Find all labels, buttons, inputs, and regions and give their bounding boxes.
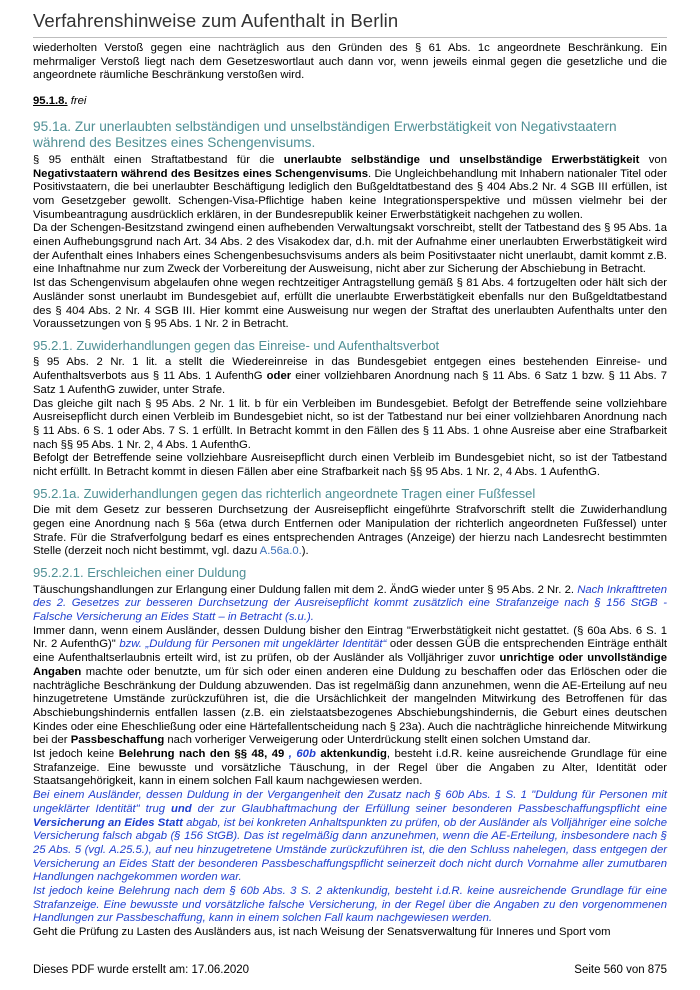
- heading-95-1a: 95.1a. Zur unerlaubten selbständigen und unselbständigen Erwerbstätigkeit von Negativstaatern während des Besitzes eines Schengenvisums.: [33, 118, 617, 150]
- paragraph-95-2-2-1-3: Ist jedoch keine Belehrung nach den §§ 48, 49 , 60b aktenkundig, besteht i.d.R. keine ausreichende Grundlage für eine Strafanzeige. Eine bewusste und vorsätzliche Täuschung, in der Regel über die Angaben zu Alter, Identität oder Staatsangehörigkeit, kann in einem solchen Fall kaum nachgewiesen werden.: [33, 748, 668, 788]
- paragraph-95-2-1-2: Das gleiche gilt nach § 95 Abs. 2 Nr. 1 lit. b für ein Verbleiben im Bundesgebiet. Befolgt der Betreffende seine vollziehbare Ausreisepflicht durch einen Verbleib im Bundesgebiet nicht, so ist der Tatbestand nur bei einer vollziehbaren Anordnung nach § 11 Abs. 6 S. 1 oder Abs. 7 S. 1 erfüllt. In Betracht kommt in den Fällen des § 11 Abs. 1 ohne Ausreise aber eine Strafbarkeit nach §§ 95 Abs. 1 Nr. 2, 4 Abs. 1 AufenthG.: [33, 397, 667, 451]
- paragraph-95-2-1-3: Befolgt der Betreffende seine vollziehbare Ausreisepflicht durch einen Verbleib im Bundesgebiet nicht, so ist der Tatbestand nicht erfüllt. In Betracht kommt in diesen Fällen aber eine Strafbarkeit nach §§ 95 Abs. 1 Nr. 2, 4 Abs. 1 AufenthG.: [33, 452, 667, 479]
- page-number: Seite 560 von 875: [574, 964, 667, 976]
- paragraph-95-2-2-1-4: Bei einem Ausländer, dessen Duldung in der Vergangenheit den Zusatz nach § 60b Abs. 1 S. 1 "Duldung für Personen mit ungeklärter Identität" trug und der zur Glaubhaftmachung der Erfüllung seiner besonderen Passbeschaffungspflicht eine Versicherung an Eides Statt abgab, ist bei konkreten Anhaltspunkten zu prüfen, ob der Ausländer als Volljähriger eine solche Versicherung falsch abgab (§ 156 StGB). Das ist regelmäßig dann anzunehmen, wenn die AE-Erteilung, insbesondere nach § 25 Abs. 5 (vgl. A.25.5.), auf neu hinzugetretene Umstände zurückzuführen ist, die den Schluss nahelegen, dass entgegen der Versicherung an Eides Statt der besonderen Passbeschaffungspflicht seinerzeit doch nicht durch Vornahme aller zumutbaren Handlungen nachgekommen worden war.: [33, 789, 668, 884]
- section-number: 95.1.8.: [33, 95, 68, 108]
- paragraph-95-2-2-1-6: Geht die Prüfung zu Lasten des Ausländers aus, ist nach Weisung der Senatsverwaltung für Inneres und Sport vom: [33, 926, 611, 939]
- paragraph-95-2-1a-1: Die mit dem Gesetz zur besseren Durchsetzung der Ausreisepflicht eingeführte Strafvorschrift stellt die Zuwiderhandlung gegen eine Anordnung nach § 56a (etwa durch Entfernen oder Manipulation der richterlich angeordneten Fußfessel) unter Strafe. Für die Strafverfolgung bedarf es eines entsprechenden Antrages (Anzeige) der hierzu nach Landesrecht bestimmten Stelle (derzeit noch nicht bestimmt, vgl. dazu A.56a.0.).: [33, 504, 667, 558]
- paragraph-95-2-2-1-2: Immer dann, wenn einem Ausländer, dessen Duldung bisher den Eintrag "Erwerbstätigkeit nicht gestattet. (§ 60a Abs. 6 S. 1 Nr. 2 AufenthG)" bzw. „Duldung für Personen mit ungeklärter Identität“ oder dessen GÜB die entsprechenden Einträge enthält eine Aufenthaltserlaubnis erteilt wird, ist zu prüfen, ob der Ausländer als Volljähriger zuvor unrichtige oder unvollständige Angaben machte oder benutzte, um für sich oder einen anderen eine Duldung zu beschaffen oder das Erlöschen oder die nachträgliche Beschränkung der Duldung abzuwenden. Das ist regelmäßig dann anzunehmen, wenn die AE-Erteilung auf neu hinzugetretene Umstände zurückzuführen ist, die die Ursächlichkeit der mangelnden Mitwirkung des Betroffenen für das Abschiebungshindernis entfallen lassen (z.B. ein zielstaatsbezogenes Abschiebungshindernis, die Geburt eines deutschen Kindes oder eine Eheschließung oder eine Härtefallentscheidung nach § 23a). Auch die nachträgliche hinreichende Mitwirkung bei der Passbeschaffung nach vorheriger Verweigerung oder Unterdrückung stellt einen solchen Umstand dar.: [33, 624, 668, 747]
- paragraph-95-1a-1: § 95 enthält einen Straftatbestand für die unerlaubte selbständige und unselbständige Erwerbstätigkeit von Negativstaatern während des Besitzes eines Schengenvisums. Die Ungleichbehandlung mit Inhabern nationaler Titel oder Positivstaatern, die bei unerlaubter Beschäftigung lediglich den Bußgeldtatbestand des § 404 Abs.2 Nr. 4 SGB III erfüllen, ist vom Gesetzgeber gewollt. Schengen-Visa-Pflichtige haben keine Integrationsperspektive und müssen vielmehr bei der Visumbeantragung ausdrücklich erklären, in der Bundesrepublik keiner Erwerbstätigkeit nachgehen zu wollen.: [33, 153, 667, 221]
- section-95-1-8: [33, 95, 667, 109]
- document-body: [33, 42, 667, 940]
- paragraph-95-2-2-1-5: Ist jedoch keine Belehrung nach dem § 60b Abs. 3 S. 2 aktenkundig, besteht i.d.R. keine ausreichende Grundlage für eine Strafanzeige. Eine bewusste und vorsätzliche falsche Versicherung, in der Regel über die Angaben zu den vorgenommenen Handlungen zur Passbeschaffung, kann in einem solchen Fall kaum nachgewiesen werden.: [33, 885, 667, 925]
- heading-95-2-2-1: 95.2.2.1. Erschleichen einer Duldung: [33, 565, 247, 581]
- paragraph-95-1a-3: Ist das Schengenvisum abgelaufen ohne wegen rechtzeitiger Antragstellung gemäß § 81 Abs. 4 fortzugelten oder hält sich der Ausländer sonst unerlaubt im Bundesgebiet auf, erfüllt die unerlaubte Erwerbstätigkeit ebenfalls nur den Bußgeldtatbestand des § 404 Abs. 2 Nr. 4 SGB III. Hier kommt eine Ausweisung nur wegen der Straftat des unerlaubten Aufenthalts unter den Voraussetzungen von § 95 Abs. 1 Nr. 2 in Betracht.: [33, 277, 667, 331]
- creation-date: Dieses PDF wurde erstellt am: 17.06.2020: [33, 964, 250, 976]
- paragraph-95-2-2-1-1: Täuschungshandlungen zur Erlangung einer Duldung fallen mit dem 2. ÄndG wieder unter § 95 Abs. 2 Nr. 2. Nach Inkrafttreten des 2. Gesetzes zur besseren Durchsetzung der Ausreisepflicht kommt zusätzlich eine Strafanzeige nach § 156 StGB - Falsche Versicherung an Eides Statt – in Betracht (s.u.).: [33, 583, 667, 623]
- intro-paragraph: wiederholten Verstoß gegen eine nachträglich aus den Gründen des § 61 Abs. 1c angeordnete Beschränkung. Ein mehrmaliger Verstoß liegt nach dem Gesetzeswortlaut auch dann vor, wenn jeweils einmal gegen die gesetzliche und die angeordnete räumliche Beschränkung verstoßen wird.: [33, 42, 667, 82]
- section-text: frei: [70, 95, 87, 108]
- page-header: [33, 10, 667, 38]
- reference-link[interactable]: A.56a.0.: [259, 545, 302, 558]
- page-title: Verfahrenshinweise zum Aufenthalt in Berlin: [33, 10, 399, 31]
- heading-95-2-1: 95.2.1. Zuwiderhandlungen gegen das Einreise- und Aufenthaltsverbot: [33, 337, 440, 353]
- paragraph-95-1a-2: Da der Schengen-Besitzstand zwingend einen aufhebenden Verwaltungsakt vorschreibt, stellt der Tatbestand des § 95 Abs. 1a einen Aufhebungsgrund nach Art. 34 Abs. 2 des Visakodex dar, d.h. mit der Aufnahme einer unerlaubten Erwerbstätigkeit wird der Aufenthalt eines Inhabers eines Schengenbesuchsvisums anders als beim Positivstaater nicht unerlaubt, damit kommt z.B. eine Inhaftnahme nur zum Zweck der Vorbereitung der Ausweisung, nicht aber zur Sicherung der Abschiebung in Betracht.: [33, 222, 667, 276]
- paragraph-95-2-1-1: § 95 Abs. 2 Nr. 1 lit. a stellt die Wiedereinreise in das Bundesgebiet entgegen eines bestehenden Einreise- und Aufenthaltsverbots aus § 11 Abs. 1 AufenthG oder einer vollziehbaren Anordnung nach § 11 Abs. 6 Satz 1 bzw. § 11 Abs. 7 Satz 1 AufenthG zuwider, unter Strafe.: [33, 356, 667, 396]
- heading-95-2-1a: 95.2.1a. Zuwiderhandlungen gegen das richterlich angeordnete Tragen einer Fußfessel: [33, 485, 536, 501]
